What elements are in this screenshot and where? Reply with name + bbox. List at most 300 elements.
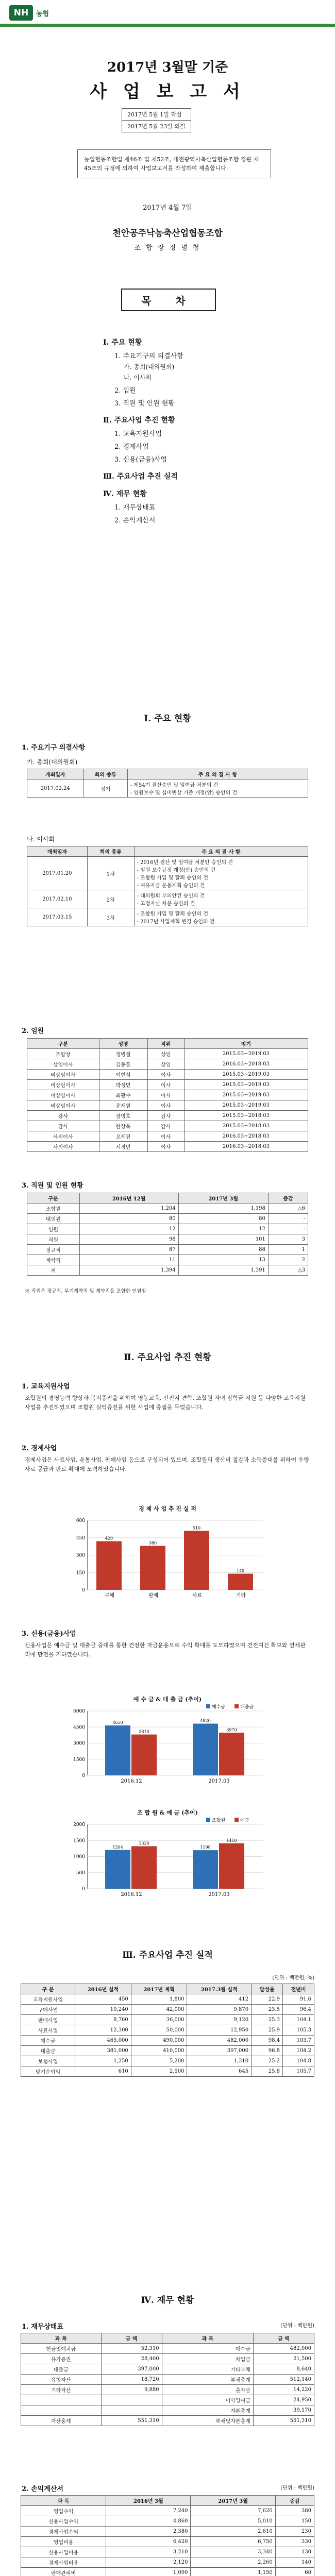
table-cell: 기타부채	[162, 2364, 253, 2375]
table-row	[27, 1100, 308, 1111]
deposit-loan-chart	[62, 1695, 273, 1793]
table-header-cell: 회의 종류	[83, 769, 127, 779]
table-cell: -	[268, 1224, 308, 1234]
table-row	[21, 2056, 314, 2066]
table-cell: 6,420	[106, 2537, 191, 2547]
table-cell: 오세진	[99, 1131, 147, 1142]
table-cell: 1,800	[131, 1994, 187, 2005]
table-cell-line: - 조합원 가입 및 탈퇴 승인의 건	[137, 911, 208, 917]
table-cell: 2,500	[131, 2066, 187, 2077]
table-header-row	[21, 1984, 314, 1994]
unit-note: (단위 : 백만원)	[280, 2323, 314, 2329]
section-1-h1: 1. 주요기구 의결사항	[22, 744, 86, 752]
table-cell: 비상임이사	[27, 1080, 99, 1090]
deposit-loan-chart-svg	[62, 1703, 273, 1791]
table-cell: 대출금	[21, 2046, 75, 2056]
data-label: 1198	[200, 1845, 211, 1850]
section-1-h1a: 가. 총회(대의원회)	[27, 758, 78, 766]
toc-sub-item: 3. 신용(금융)사업	[114, 456, 167, 464]
table-cell: 계	[27, 1265, 80, 1276]
table-cell: 551,310	[253, 2416, 314, 2426]
toc-item: Ⅳ. 재무 현황	[103, 490, 147, 498]
table-cell: 대출금	[21, 2364, 102, 2375]
table-cell: 104.2	[283, 2046, 314, 2056]
bar	[219, 1843, 244, 1889]
table-row	[21, 2025, 314, 2036]
table-cell: 8,760	[75, 2015, 131, 2025]
table-cell	[101, 2395, 162, 2405]
table-header-cell: 개최일자	[27, 769, 84, 779]
table-row	[21, 2015, 314, 2025]
table-cell: 88	[178, 1245, 268, 1255]
table-cell: 9,120	[187, 2015, 252, 2025]
table-cell: 465,000	[75, 2036, 131, 2046]
table-cell: 98.4	[252, 2036, 283, 2046]
header-divider	[0, 24, 335, 27]
y-tick-label: 300	[76, 1553, 85, 1558]
table-header-cell: 회의 종류	[87, 846, 134, 857]
cover-year: 2017년 3월말 기준	[107, 60, 228, 75]
table-cell: 서경민	[99, 1142, 147, 1152]
table-cell: 1차	[87, 857, 134, 890]
table-row	[21, 2005, 314, 2015]
table-cell: 2017.02.24	[27, 779, 84, 798]
toc-sub-item: 1. 교육지원사업	[114, 430, 162, 438]
table-row	[27, 1131, 308, 1142]
table-cell: 2016.03~2018.03	[184, 1059, 308, 1070]
cover-note: 농업협동조합법 제46조 및 제52조, 대전광역시축산업협동조합 정관 제45조의 규정에 의하여 사업보고서를 작성하여 제출합니다.	[77, 149, 271, 178]
table-cell-line: - 대의원회 부의안건 승인의 건	[137, 893, 205, 899]
table-cell: 직원	[27, 1234, 80, 1245]
table-cell: 1,150	[191, 2568, 275, 2576]
table-cell: 10,240	[75, 2005, 131, 2015]
table-cell: 부채및자본총계	[162, 2416, 253, 2426]
table-header-row	[21, 2496, 314, 2506]
chart-title: 경 제 사 업 추 진 실 적	[139, 1505, 196, 1512]
table-cell: 490,000	[131, 2036, 187, 2046]
toc-sub-sub-item: 나. 이사회	[124, 374, 152, 381]
table-header-cell: 임기	[184, 1039, 308, 1049]
table-header-cell: 과 목	[21, 2333, 102, 2344]
table-cell: 3,340	[191, 2547, 275, 2557]
data-label: 1320	[139, 1841, 149, 1846]
table-row	[21, 2375, 314, 2385]
legend-swatch	[234, 1704, 239, 1708]
member-deposit-chart-svg	[62, 1817, 273, 1904]
toc-sub-item: 2. 경제사업	[114, 443, 149, 451]
y-tick-label: 3000	[73, 1741, 85, 1747]
table-cell: 1	[268, 1245, 308, 1255]
table-cell: 2	[268, 1255, 308, 1265]
table-cell: 1,310	[187, 2056, 252, 2066]
nh-logo-icon: NH	[9, 5, 33, 21]
table-cell: -	[268, 1214, 308, 1224]
legend-label: 대출금	[240, 1705, 254, 1710]
legend-label: 예금	[240, 1818, 249, 1823]
table-cell: 박성민	[99, 1080, 147, 1090]
table-row	[21, 2416, 314, 2426]
table-cell	[101, 2405, 162, 2416]
table-row	[27, 857, 308, 890]
section-2-h2: 2. 경제사업	[22, 1445, 57, 1452]
table-cell: 감사	[147, 1121, 184, 1131]
table-cell: 36,000	[131, 2015, 187, 2025]
table-header-cell: 금 액	[101, 2333, 162, 2344]
table-cell: 유형자산	[21, 2375, 102, 2385]
table-header-row	[27, 846, 308, 857]
table-cell: 450	[75, 1994, 131, 2005]
table-row	[27, 1234, 308, 1245]
table-cell: 6,750	[191, 2537, 275, 2547]
table-row	[27, 1111, 308, 1121]
section-2-h3: 3. 신용(금융)사업	[22, 1630, 76, 1638]
table-cell: 이사	[147, 1070, 184, 1080]
y-tick-label: 0	[82, 1773, 85, 1778]
table-row	[21, 2354, 314, 2364]
y-tick-label: 1500	[73, 1838, 85, 1844]
table-cell: 유가증권	[21, 2354, 102, 2364]
table-cell: 경제사업수익	[21, 2527, 106, 2537]
staff-table	[27, 1193, 308, 1276]
table-cell: 장명호	[99, 1111, 147, 1121]
y-tick-label: 1000	[73, 1854, 85, 1860]
x-tick-label: 기타	[236, 1593, 246, 1599]
table-cell: 12	[79, 1224, 178, 1234]
table-cell: 1,391	[178, 1265, 268, 1276]
table-cell: 104.8	[283, 2056, 314, 2066]
table-cell: 60	[275, 2568, 314, 2576]
bar	[105, 1850, 130, 1889]
table-cell-line: - 임원보수 및 실비변상 기준 개정(안) 승인의 건	[130, 790, 238, 796]
y-tick-label: 150	[76, 1570, 85, 1576]
meeting-table	[27, 769, 308, 798]
table-cell: 5,010	[191, 2516, 275, 2527]
table-row	[27, 1245, 308, 1255]
table-cell: 이사	[147, 1131, 184, 1142]
table-cell-line: - 2017년 사업계획 변경 승인의 건	[137, 919, 215, 925]
table-cell: 25.2	[252, 2056, 283, 2066]
table-cell: 한상욱	[99, 1121, 147, 1131]
table-header-cell: 2017년 3월	[178, 1193, 268, 1204]
data-label: 380	[148, 1540, 157, 1546]
staff-note: ※ 직원은 정규직, 무기계약직 및 계약직을 포함한 인원임	[25, 1289, 146, 1294]
table-cell: 비상임이사	[27, 1100, 99, 1111]
bar	[96, 1541, 122, 1590]
legend-swatch	[234, 1818, 239, 1822]
table-header-cell: 과 목	[21, 2496, 106, 2506]
table-cell: 1,198	[178, 1204, 268, 1214]
table-cell: 조합원	[27, 1204, 80, 1214]
bar	[131, 1846, 157, 1889]
section-2-h1: 1. 교육지원사업	[22, 1383, 70, 1391]
table-cell: 8,640	[253, 2364, 314, 2375]
officer-table	[27, 1038, 308, 1152]
table-cell: 2,610	[191, 2527, 275, 2537]
table-cell: 보험사업	[21, 2056, 75, 2066]
section-2-p3: 신용사업은 예수금 및 대출금 증대를 통한 건전한 자금운용으로 수익 확대를 도모하였으며 건전여신 확보와 연체관리에 만전을 기하였습니다.	[25, 1642, 306, 1658]
toc-sub-item: 2. 손익계산서	[114, 517, 156, 524]
table-cell: 자본총계	[162, 2405, 253, 2416]
table-header-cell: 2017년 계획	[131, 1984, 187, 1994]
table-cell: 현금및예치금	[21, 2344, 102, 2354]
table-cell: 예수금	[162, 2344, 253, 2354]
table-row	[21, 2066, 314, 2077]
table-cell: 자산총계	[21, 2416, 102, 2426]
table-cell: 조합장	[27, 1049, 99, 1059]
board-table	[27, 846, 308, 926]
table-cell: 105.3	[283, 2025, 314, 2036]
table-cell: 영업수익	[21, 2506, 106, 2516]
table-cell: 비상임이사	[27, 1070, 99, 1080]
table-cell: 25.9	[252, 2025, 283, 2036]
table-cell	[127, 779, 308, 798]
toc-sub-item: 3. 직원 및 인원 현황	[114, 400, 175, 408]
x-tick-label: 2017.03	[208, 1778, 230, 1784]
data-label: 140	[236, 1568, 245, 1573]
table-row	[27, 1080, 308, 1090]
y-tick-label: 4500	[73, 1725, 85, 1731]
section-1-h3: 3. 직원 및 인원 현황	[22, 1182, 83, 1190]
table-cell: 상임	[147, 1049, 184, 1059]
table-cell: 380	[275, 2506, 314, 2516]
section-4-h2: 2. 손익계산서	[22, 2485, 63, 2493]
bar	[140, 1546, 165, 1590]
table-cell: 구매사업	[21, 2005, 75, 2015]
table-cell: 80	[178, 1214, 268, 1224]
table-cell-line: - 제54기 결산승인 및 잉여금 처분의 건	[130, 783, 219, 788]
table-cell: 12,950	[187, 2025, 252, 2036]
table-cell: 윤재원	[99, 1100, 147, 1111]
table-cell	[21, 2395, 102, 2405]
table-cell: 2015.03~2019.03	[184, 1090, 308, 1100]
table-of-contents	[103, 330, 258, 524]
table-cell: 신용사업비용	[21, 2547, 106, 2557]
table-header-row	[27, 1193, 308, 1204]
y-tick-label: 1500	[73, 1757, 85, 1762]
table-cell-line: - 임원 보수규정 개정(안) 승인의 건	[137, 868, 216, 873]
table-cell: 13	[178, 1255, 268, 1265]
income-statement-table	[21, 2495, 314, 2576]
table-cell-line: - 여유자금 운용계획 승인의 건	[137, 883, 205, 889]
table-cell: 24,950	[253, 2395, 314, 2405]
chart-title: 조 합 원 & 예 금 (추이)	[137, 1809, 198, 1816]
y-tick-label: 0	[82, 1887, 85, 1892]
approval-table	[122, 108, 191, 132]
section-2-p2: 경제사업은 사료사업, 유통사업, 판매사업 등으로 구성되어 있으며, 조합원의 생산비 절감과 소득증대를 위하여 우량 사료 공급과 판로 확대에 노력하였습니다.	[25, 1456, 309, 1472]
table-cell: 80	[79, 1214, 178, 1224]
section-3-title: Ⅲ. 주요사업 추진 실적	[122, 1950, 213, 1960]
toc-sub-item: 2. 임원	[114, 387, 136, 395]
table-header-cell: 증감	[268, 1193, 308, 1204]
table-cell: 2015.03~2018.03	[184, 1121, 308, 1131]
economic-chart-svg	[62, 1513, 273, 1605]
table-cell: 2,120	[106, 2557, 191, 2568]
x-tick-label: 사료	[192, 1593, 203, 1599]
legend-swatch	[206, 1818, 210, 1822]
table-cell	[134, 908, 308, 926]
table-header-cell: 2017년 3월	[191, 2496, 275, 2506]
toc-sub-item: 1. 주요기구의 의결사항	[114, 352, 183, 360]
table-cell: 1,204	[79, 1204, 178, 1214]
table-cell: 2017.03.15	[27, 908, 88, 926]
x-tick-label: 2017.03	[208, 1892, 230, 1897]
table-cell: 사료사업	[21, 2025, 75, 2036]
table-row	[21, 2046, 314, 2056]
table-cell: 96.4	[283, 2005, 314, 2015]
table-header-cell: 구분	[27, 1193, 80, 1204]
table-cell: 2017.01.20	[27, 857, 88, 890]
table-cell: 감사	[147, 1111, 184, 1121]
bar	[131, 1735, 157, 1775]
y-tick-label: 0	[82, 1588, 85, 1593]
table-cell: 22.9	[252, 1994, 283, 2005]
table-cell: 230	[275, 2527, 314, 2537]
table-cell: 판매관리비	[21, 2568, 106, 2576]
table-header-cell: 증감	[275, 2496, 314, 2506]
table-row	[27, 779, 308, 798]
table-cell: 2015.03~2019.03	[184, 1049, 308, 1059]
unit-note: (단위 : 백만원)	[280, 2485, 314, 2491]
table-header-cell: 금 액	[253, 2333, 314, 2344]
legend-label: 조합원	[212, 1818, 226, 1823]
table-cell: 3	[268, 1234, 308, 1245]
table-row	[27, 1070, 308, 1080]
table-cell: 25.3	[252, 2015, 283, 2025]
x-tick-label: 2016.12	[121, 1892, 142, 1897]
chart-title: 예 수 금 & 대 출 금 (추이)	[133, 1696, 202, 1703]
table-row	[21, 2385, 314, 2395]
approval-cell: 2017년 5월 23일 의결	[122, 121, 191, 132]
toc-item: Ⅲ. 주요사업 추진 실적	[103, 472, 178, 481]
bar	[228, 1574, 253, 1590]
table-cell: 영업비용	[21, 2537, 106, 2547]
table-cell: 50,000	[131, 2025, 187, 2036]
table-cell: 상임	[147, 1059, 184, 1070]
table-cell: 9,870	[187, 2005, 252, 2015]
table-cell: 2016.03~2018.03	[184, 1131, 308, 1142]
data-label: 3810	[139, 1729, 149, 1734]
cover-title: 사 업 보 고 서	[90, 81, 245, 102]
table-header-row	[27, 1039, 308, 1049]
toc-title: 목 차	[121, 289, 216, 311]
table-cell: 512,140	[253, 2375, 314, 2385]
table-cell: 2차	[87, 890, 134, 908]
table-row	[21, 2506, 314, 2516]
cover-org: 천안공주낙농축산업협동조합	[112, 228, 223, 239]
table-row	[21, 2527, 314, 2537]
table-cell: 1,394	[79, 1265, 178, 1276]
table-cell: 김동훈	[99, 1059, 147, 1070]
logo-text: 농협	[36, 10, 49, 18]
table-cell: 2,260	[191, 2557, 275, 2568]
table-cell: 150	[275, 2516, 314, 2527]
data-label: 420	[105, 1536, 113, 1541]
table-cell: 23.5	[252, 2005, 283, 2015]
table-header-cell: 구분	[27, 1039, 99, 1049]
table-cell: 482,000	[253, 2344, 314, 2354]
table-cell: 이익잉여금	[162, 2395, 253, 2405]
table-cell: 610	[75, 2066, 131, 2077]
table-cell: 판매사업	[21, 2015, 75, 2025]
cover-date: 2017년 4월 7일	[143, 204, 192, 212]
section-2-title: Ⅱ. 주요사업 추진 현황	[124, 1352, 211, 1363]
table-row	[21, 2395, 314, 2405]
section-1-h2: 2. 임원	[22, 1027, 44, 1035]
table-cell: 당기순이익	[21, 2066, 75, 2077]
section-1-title: Ⅰ. 주요 현황	[144, 714, 191, 724]
table-cell: 9,880	[101, 2385, 162, 2395]
table-cell: 12	[178, 1224, 268, 1234]
table-cell: 경제사업비용	[21, 2557, 106, 2568]
table-header-cell: 2016년 실적	[75, 1984, 131, 1994]
x-tick-label: 구매	[104, 1593, 115, 1599]
table-header-cell: 달성률	[252, 1984, 283, 1994]
table-cell: 1,090	[106, 2568, 191, 2576]
table-cell: 96.8	[252, 2046, 283, 2056]
table-row	[21, 1994, 314, 2005]
table-cell: 2016.03~2018.03	[184, 1142, 308, 1152]
nh-logo	[9, 5, 49, 21]
table-cell: 381,000	[75, 2046, 131, 2056]
table-cell: 이현석	[99, 1070, 147, 1080]
table-cell: 사외이사	[27, 1142, 99, 1152]
table-cell: 이사	[147, 1080, 184, 1090]
table-cell: 감사	[27, 1111, 99, 1121]
table-header-cell: 구 분	[21, 1984, 75, 1994]
table-header-cell: 2017.3월 실적	[187, 1984, 252, 1994]
table-cell: 14,220	[253, 2385, 314, 2395]
x-tick-label: 판매	[148, 1593, 159, 1599]
table-cell: 12,300	[75, 2025, 131, 2036]
table-cell: 5,200	[131, 2056, 187, 2066]
data-label: 1410	[226, 1838, 237, 1843]
table-cell: 105.7	[283, 2066, 314, 2077]
approval-cell: 2017년 5월 1일 작성	[122, 109, 191, 121]
table-cell: 2017.02.10	[27, 890, 88, 908]
table-cell: 412	[187, 1994, 252, 2005]
y-tick-label: 2000	[73, 1822, 85, 1827]
table-cell: 출자금	[162, 2385, 253, 2395]
table-cell: 차입금	[162, 2354, 253, 2364]
table-header-cell: 2016년 12월	[79, 1193, 178, 1204]
toc-item: Ⅱ. 주요사업 추진 현황	[103, 416, 175, 425]
table-row	[27, 1255, 308, 1265]
table-header-row	[21, 2333, 314, 2344]
table-cell: 52,310	[101, 2344, 162, 2354]
table-cell: 상임이사	[27, 1059, 99, 1070]
table-cell	[134, 857, 308, 890]
bar	[105, 1725, 130, 1775]
table-row	[21, 2364, 314, 2375]
table-cell: 부채총계	[162, 2375, 253, 2385]
table-cell: 신용사업수익	[21, 2516, 106, 2527]
table-header-cell: 직위	[147, 1039, 184, 1049]
table-row	[21, 2557, 314, 2568]
table-cell: 4,860	[106, 2516, 191, 2527]
bar	[219, 1733, 244, 1775]
table-header-cell: 과 목	[162, 2333, 253, 2344]
bar	[193, 1724, 218, 1775]
table-row	[27, 1265, 308, 1276]
table-cell: 482,000	[187, 2036, 252, 2046]
table-cell: 11	[79, 1255, 178, 1265]
table-row	[27, 1224, 308, 1234]
economic-chart	[62, 1504, 273, 1607]
table-cell: △3	[268, 1265, 308, 1276]
data-label: 4820	[200, 1718, 211, 1723]
table-row	[27, 1214, 308, 1224]
table-cell: 정규직	[27, 1245, 80, 1255]
